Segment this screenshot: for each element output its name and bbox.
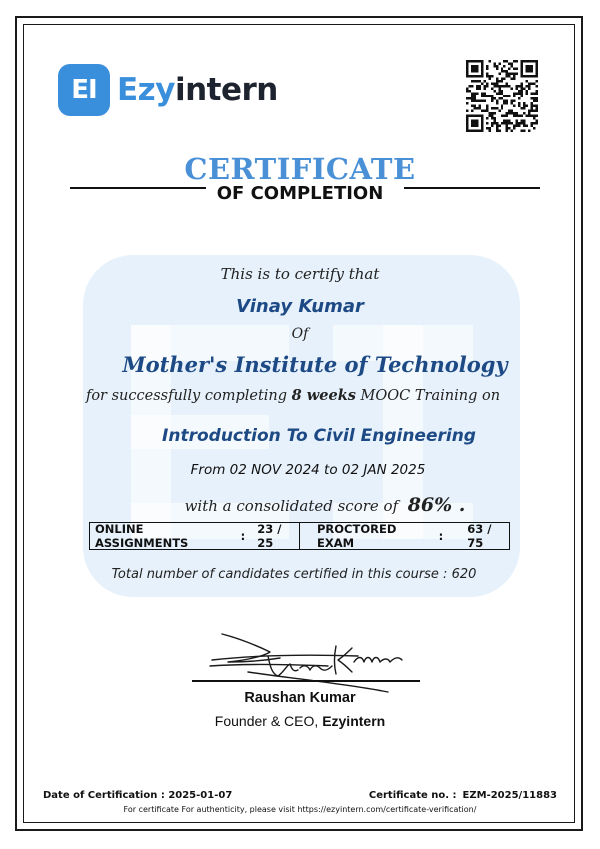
score-line bbox=[0, 494, 600, 516]
logo-wordmark-part1: Ezy bbox=[117, 72, 175, 108]
exam-separator: : bbox=[438, 529, 444, 543]
assignments-value: 23 / 25 bbox=[257, 522, 282, 550]
institute-name: Mother's Institute of Technology bbox=[122, 352, 508, 377]
of-word: Of bbox=[291, 326, 309, 342]
signature-line bbox=[192, 680, 420, 682]
exam-value: 63 / 75 bbox=[467, 522, 492, 550]
total-candidates-line: Total number of candidates certified in this course : 620 bbox=[111, 567, 477, 582]
course-name: Introduction To Civil Engineering bbox=[162, 426, 476, 446]
signer-name: Raushan Kumar bbox=[244, 690, 356, 706]
signer-org: Ezyintern bbox=[322, 713, 386, 729]
certificate-number bbox=[369, 790, 557, 801]
signer-role-prefix: Founder & CEO, bbox=[214, 713, 319, 729]
cert-no-value: EZM-2025/11883 bbox=[462, 790, 557, 801]
assignments-separator: : bbox=[240, 529, 246, 543]
online-assignments-cell bbox=[90, 523, 300, 549]
proctored-exam-cell bbox=[300, 523, 509, 549]
exam-label: PROCTORED EXAM bbox=[317, 522, 397, 550]
completion-suffix: MOOC Training on bbox=[360, 388, 501, 404]
score-breakdown-box bbox=[89, 522, 510, 550]
signer-role bbox=[0, 713, 600, 729]
completion-prefix: for successfully completing bbox=[85, 388, 288, 404]
ezyintern-logo bbox=[58, 63, 278, 117]
score-value: 86% . bbox=[407, 494, 466, 516]
certificate-title: CERTIFICATE bbox=[184, 152, 416, 186]
certificate-subtitle: OF COMPLETION bbox=[216, 183, 384, 204]
certify-line: This is to certify that bbox=[220, 265, 380, 283]
date-of-certification bbox=[43, 790, 232, 801]
course-duration: 8 weeks bbox=[291, 387, 356, 404]
date-value: 2025-01-07 bbox=[168, 790, 233, 801]
verification-text: For certificate For authenticity, please visit https://ezyintern.com/certificate-verification/ bbox=[123, 805, 477, 814]
signature-image bbox=[208, 626, 404, 694]
logo-wordmark bbox=[117, 72, 278, 108]
completion-line bbox=[0, 387, 600, 404]
recipient-name: Vinay Kumar bbox=[236, 296, 364, 317]
course-dates: From 02 NOV 2024 to 02 JAN 2025 bbox=[190, 462, 426, 478]
assignments-label: ONLINE ASSIGNMENTS bbox=[95, 522, 189, 550]
cert-no-label: Certificate no. : bbox=[368, 790, 457, 801]
score-prefix: with a consolidated score of bbox=[184, 497, 399, 515]
date-label: Date of Certification : bbox=[43, 790, 165, 801]
qr-code-icon bbox=[466, 60, 538, 132]
logo-mark-icon: EI bbox=[58, 64, 110, 116]
logo-wordmark-part2: intern bbox=[174, 72, 278, 108]
